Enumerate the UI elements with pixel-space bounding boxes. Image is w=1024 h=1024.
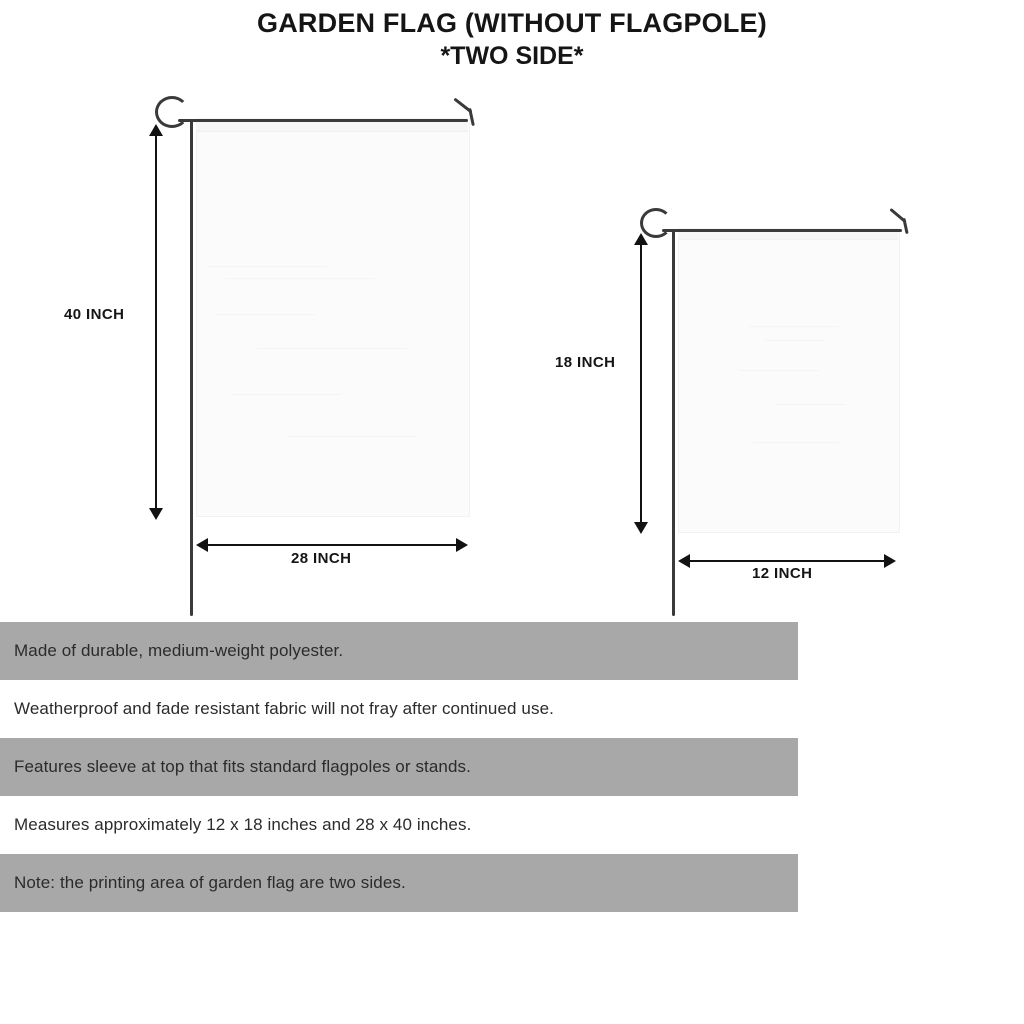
small-flag-cloth: [678, 228, 900, 533]
large-flag-width-label: 28 INCH: [291, 550, 352, 567]
feature-text: Note: the printing area of garden flag are two sides.: [14, 873, 406, 892]
large-flag-height-dimension-line: [155, 134, 157, 518]
small-flag-height-arrow-bottom: [634, 522, 648, 534]
small-flag-width-arrow-right: [884, 554, 896, 568]
small-flag-pole-arm: [662, 229, 902, 232]
feature-row: [0, 622, 798, 680]
large-flag-width-arrow-right: [456, 538, 468, 552]
large-flag-pole-stake: [190, 120, 193, 616]
feature-list: [0, 622, 798, 912]
large-flag-pole-arm: [178, 119, 468, 122]
feature-text: Made of durable, medium-weight polyester.: [14, 641, 344, 660]
feature-row: [0, 738, 798, 796]
small-flag-width-arrow-left: [678, 554, 690, 568]
large-flag-height-arrow-bottom: [149, 508, 163, 520]
title-line-2: *TWO SIDE*: [440, 42, 584, 70]
feature-text: Measures approximately 12 x 18 inches and 28 x 40 inches.: [14, 815, 472, 834]
small-flag-height-dimension-line: [640, 243, 642, 532]
feature-text: Weatherproof and fade resistant fabric will not fray after continued use.: [14, 699, 554, 718]
small-flag-height-label: 18 INCH: [555, 354, 616, 371]
small-flag-illustration: [520, 0, 1024, 620]
title-line-1: GARDEN FLAG (WITHOUT FLAGPOLE): [257, 8, 767, 38]
small-flag-pole-stake: [672, 230, 675, 616]
large-flag-height-arrow-top: [149, 124, 163, 136]
large-flag-cloth: [196, 118, 470, 517]
large-flag-height-label: 40 INCH: [64, 306, 125, 323]
small-flag-width-label: 12 INCH: [752, 565, 813, 582]
small-flag-height-arrow-top: [634, 233, 648, 245]
large-flag-illustration: [0, 0, 520, 620]
feature-row: [0, 680, 798, 738]
large-flag-width-dimension-line: [206, 544, 462, 546]
small-flag-pole-hook-right-tip: [902, 218, 908, 234]
feature-row: [0, 854, 798, 912]
small-flag-width-dimension-line: [688, 560, 890, 562]
large-flag-width-arrow-left: [196, 538, 208, 552]
feature-row: [0, 796, 798, 854]
feature-text: Features sleeve at top that fits standard flagpoles or stands.: [14, 757, 471, 776]
